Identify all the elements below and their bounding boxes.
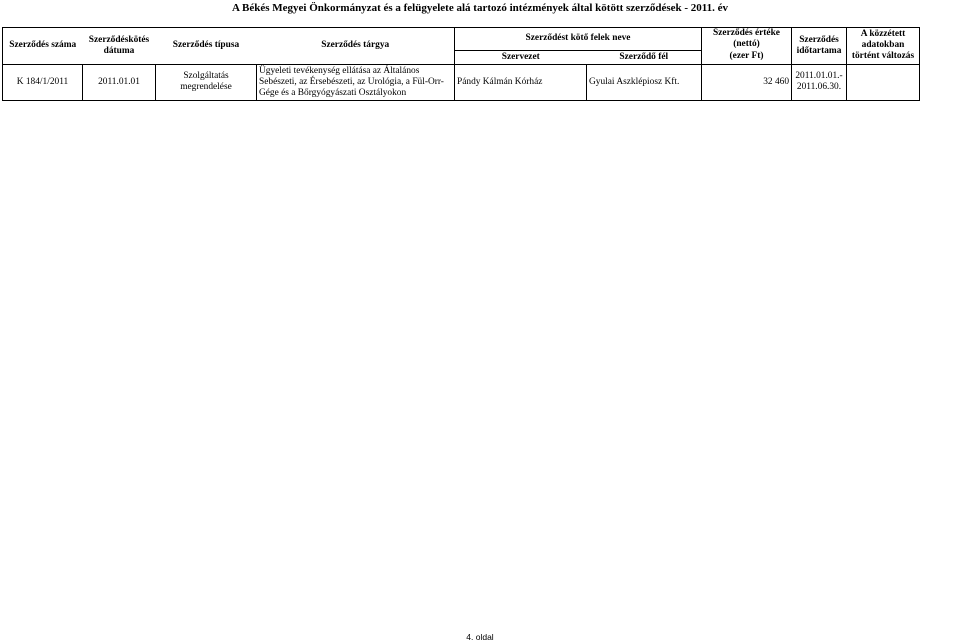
header-contracting-party: Szerződő fél xyxy=(587,50,702,64)
cell-duration: 2011.01.01.- 2011.06.30. xyxy=(792,64,847,100)
table-row xyxy=(3,64,920,100)
header-value-unit: (ezer Ft) xyxy=(702,50,792,64)
cell-value: 32 460 xyxy=(702,64,792,100)
cell-contracting-party: Gyulai Aszklépiosz Kft. xyxy=(587,64,702,100)
cell-contract-type: Szolgáltatás megrendelése xyxy=(156,64,257,100)
header-duration: Szerződés időtartama xyxy=(792,28,847,65)
cell-changes xyxy=(847,64,920,100)
cell-signing-date: 2011.01.01 xyxy=(83,64,156,100)
cell-contract-number: K 184/1/2011 xyxy=(3,64,83,100)
header-parties: Szerződést kötő felek neve xyxy=(455,28,702,51)
cell-subject: Ügyeleti tevékenység ellátása az Általános Sebészeti, az Érsebészeti, az Urológia, a Fül-Orr-Gége és a Bőrgyógyászati Osztályokon xyxy=(257,64,455,100)
document-title: A Békés Megyei Önkormányzat és a felügyelete alá tartozó intézmények által kötött szerződések - 2011. év xyxy=(231,2,729,14)
contracts-table xyxy=(2,27,920,101)
page-number: 4. oldal xyxy=(466,632,494,642)
header-subject: Szerződés tárgya xyxy=(257,28,455,65)
header-value xyxy=(702,28,792,51)
header-organization: Szervezet xyxy=(455,50,587,64)
header-contract-number: Szerződés száma xyxy=(3,28,83,65)
cell-organization: Pándy Kálmán Kórház xyxy=(455,64,587,100)
header-value-net: (nettó) xyxy=(733,39,760,49)
header-signing-date: Szerződéskötés dátuma xyxy=(83,28,156,65)
header-changes: A közzétett adatokban történt változás xyxy=(847,28,920,65)
header-contract-type: Szerződés típusa xyxy=(156,28,257,65)
header-value-label: Szerződés értéke xyxy=(713,28,780,38)
